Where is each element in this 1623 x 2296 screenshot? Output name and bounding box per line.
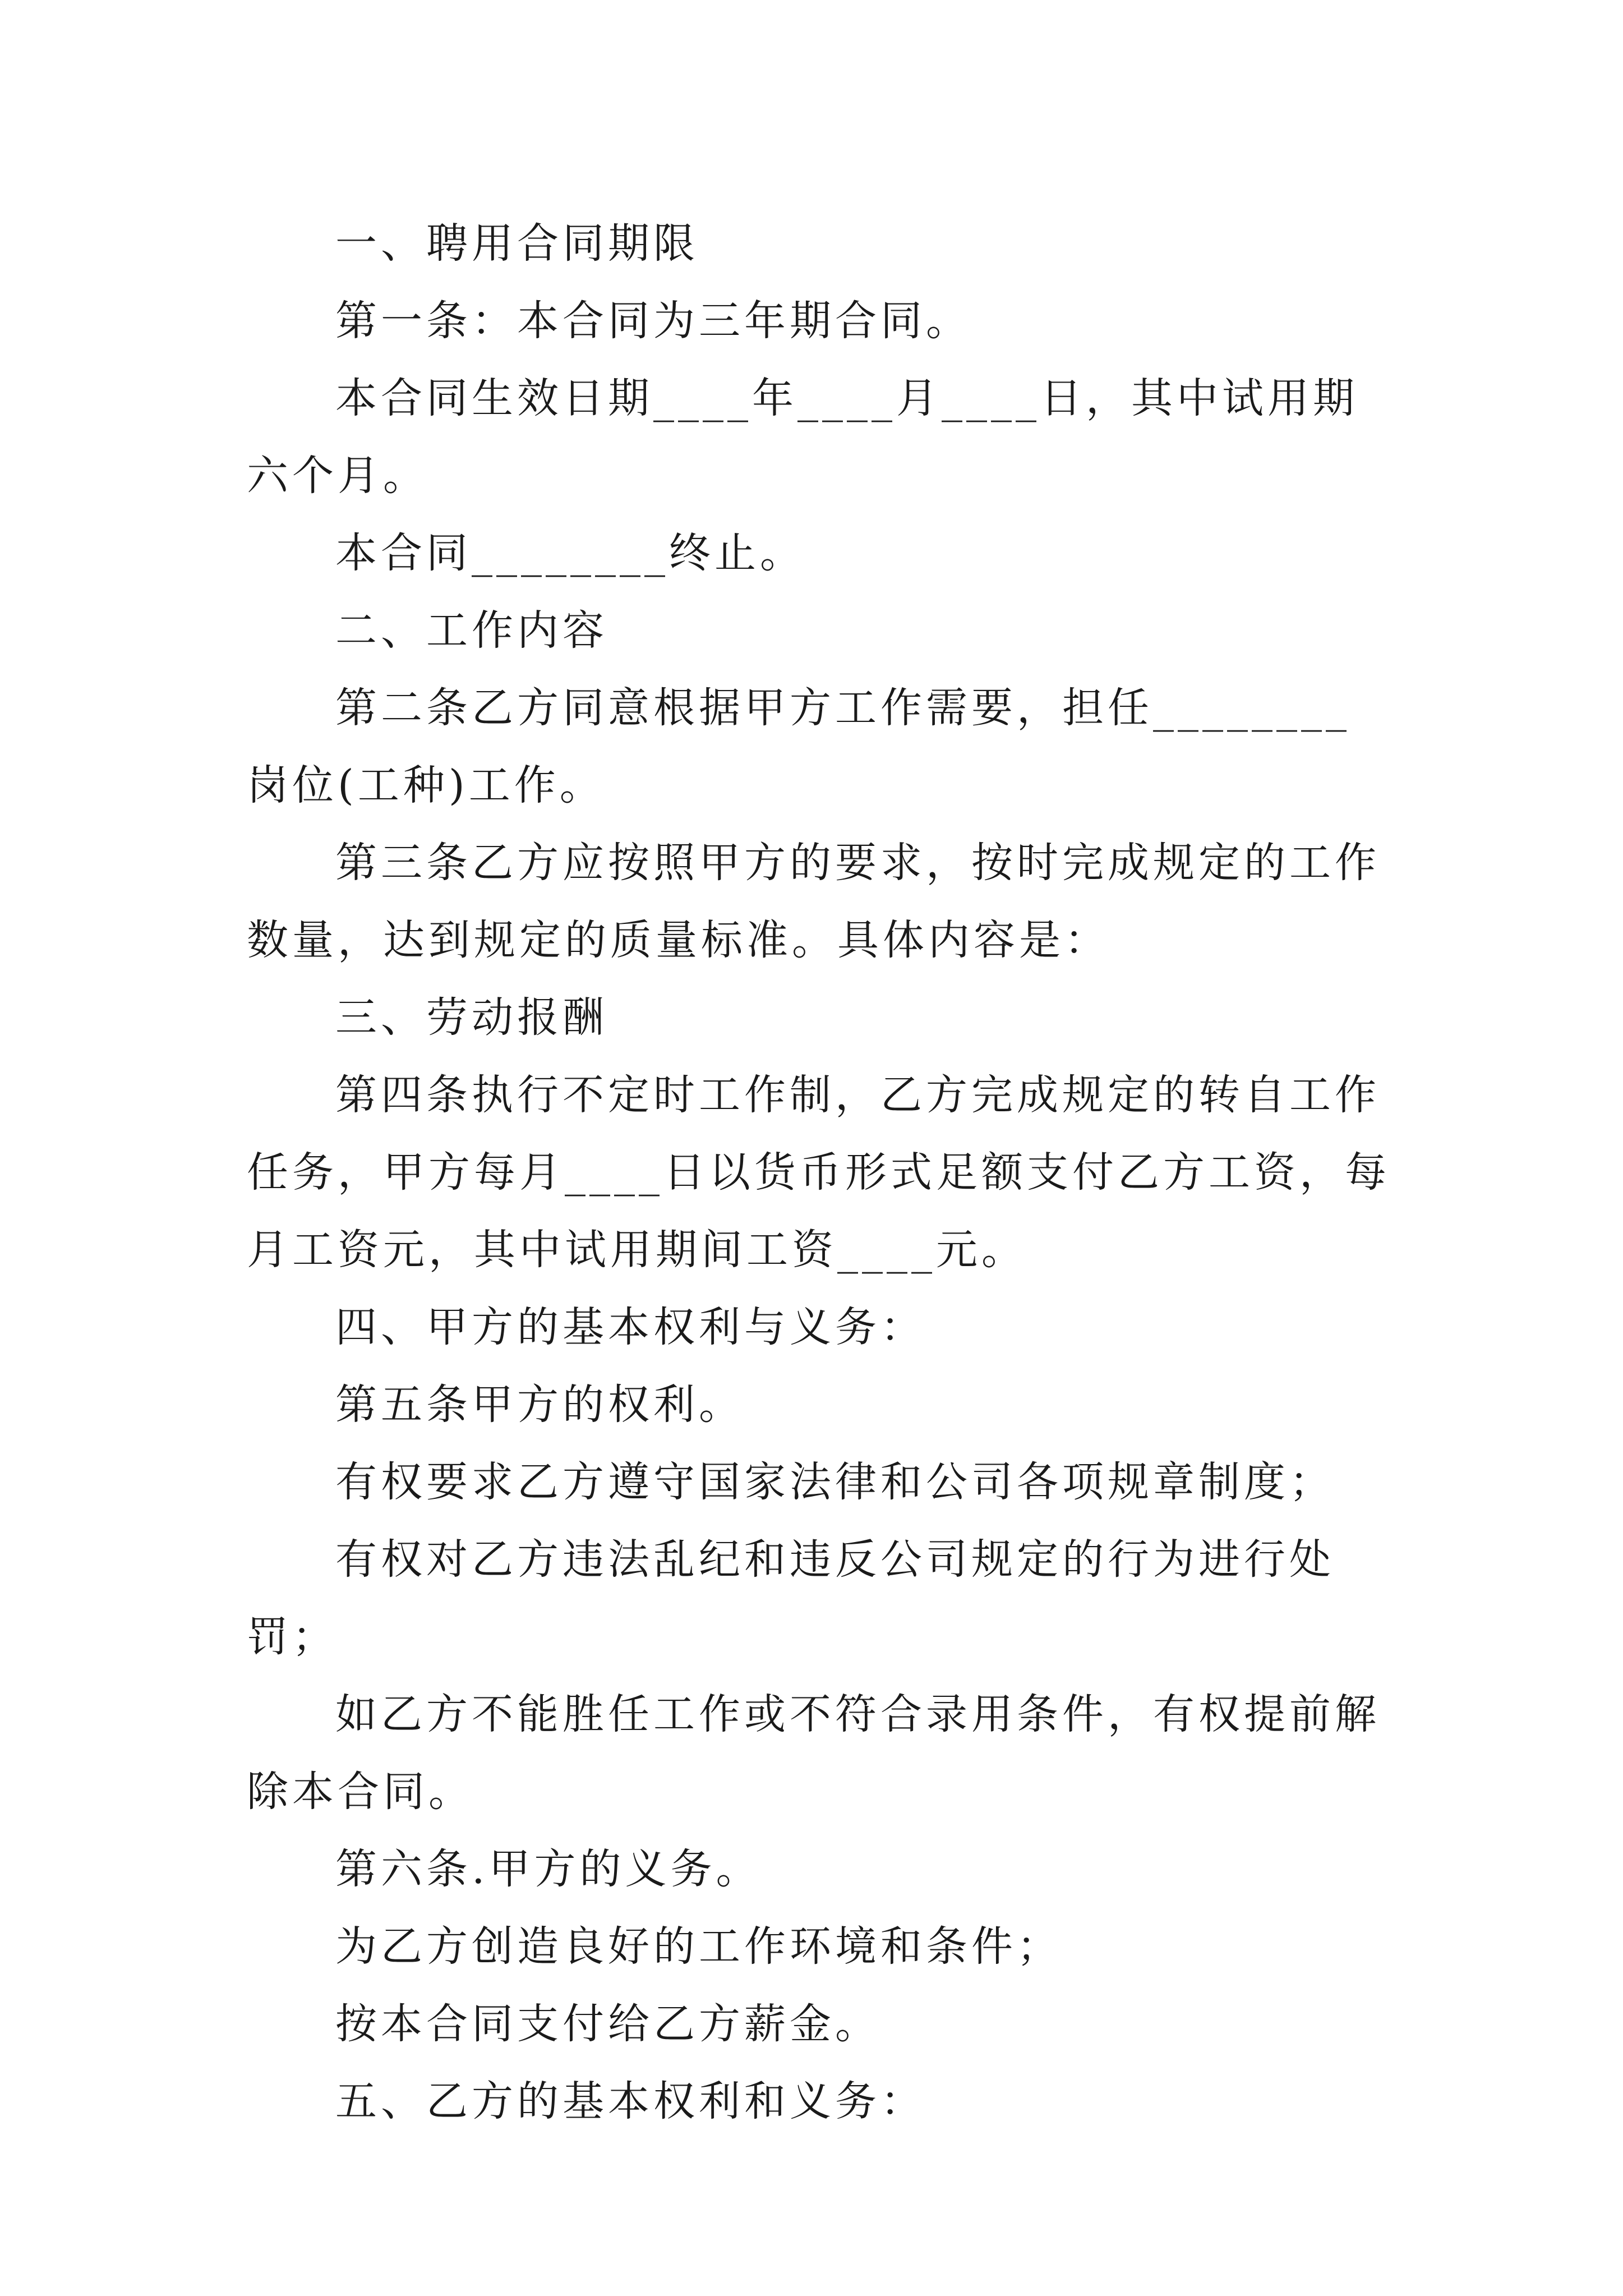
section-heading-contract-term: 一、聘用合同期限 (335, 219, 699, 268)
termination-clause: 本合同________终止。 (335, 529, 805, 577)
party-a-right-2: 有权对乙方违法乱纪和违反公司规定的行为进行处罚； (247, 1535, 1335, 1661)
article-1: 第一条：本合同为三年期合同。 (335, 297, 971, 345)
article-3: 第三条乙方应按照甲方的要求，按时完成规定的工作数量，达到规定的质量标准。具体内容是： (247, 839, 1380, 964)
article-5: 第五条甲方的权利。 (335, 1381, 744, 1429)
section-heading-party-a-rights: 四、甲方的基本权利与义务： (335, 1303, 926, 1351)
article-4: 第四条执行不定时工作制，乙方完成规定的转自工作任务，甲方每月____日以货币形式足额支付乙方工资，每月工资元，其中试用期间工资____元。 (247, 1071, 1390, 1274)
party-a-right-3: 如乙方不能胜任工作或不符合录用条件，有权提前解除本合同。 (247, 1690, 1380, 1816)
section-heading-work-content: 二、工作内容 (335, 606, 608, 655)
document-body (247, 205, 1391, 2140)
party-a-duty-1: 为乙方创造良好的工作环境和条件； (335, 1922, 1062, 1971)
party-a-duty-2: 按本合同支付给乙方薪金。 (335, 2000, 880, 2048)
effective-date-clause: 本合同生效日期____年____月____日，其中试用期六个月。 (247, 374, 1358, 500)
section-heading-party-b-rights: 五、乙方的基本权利和义务： (335, 2077, 926, 2125)
article-2: 第二条乙方同意根据甲方工作需要，担任________岗位(工种)工作。 (247, 684, 1350, 809)
party-a-right-1: 有权要求乙方遵守国家法律和公司各项规章制度； (335, 1458, 1335, 1506)
section-heading-remuneration: 三、劳动报酬 (335, 993, 608, 1042)
article-6: 第六条.甲方的义务。 (335, 1845, 762, 1893)
